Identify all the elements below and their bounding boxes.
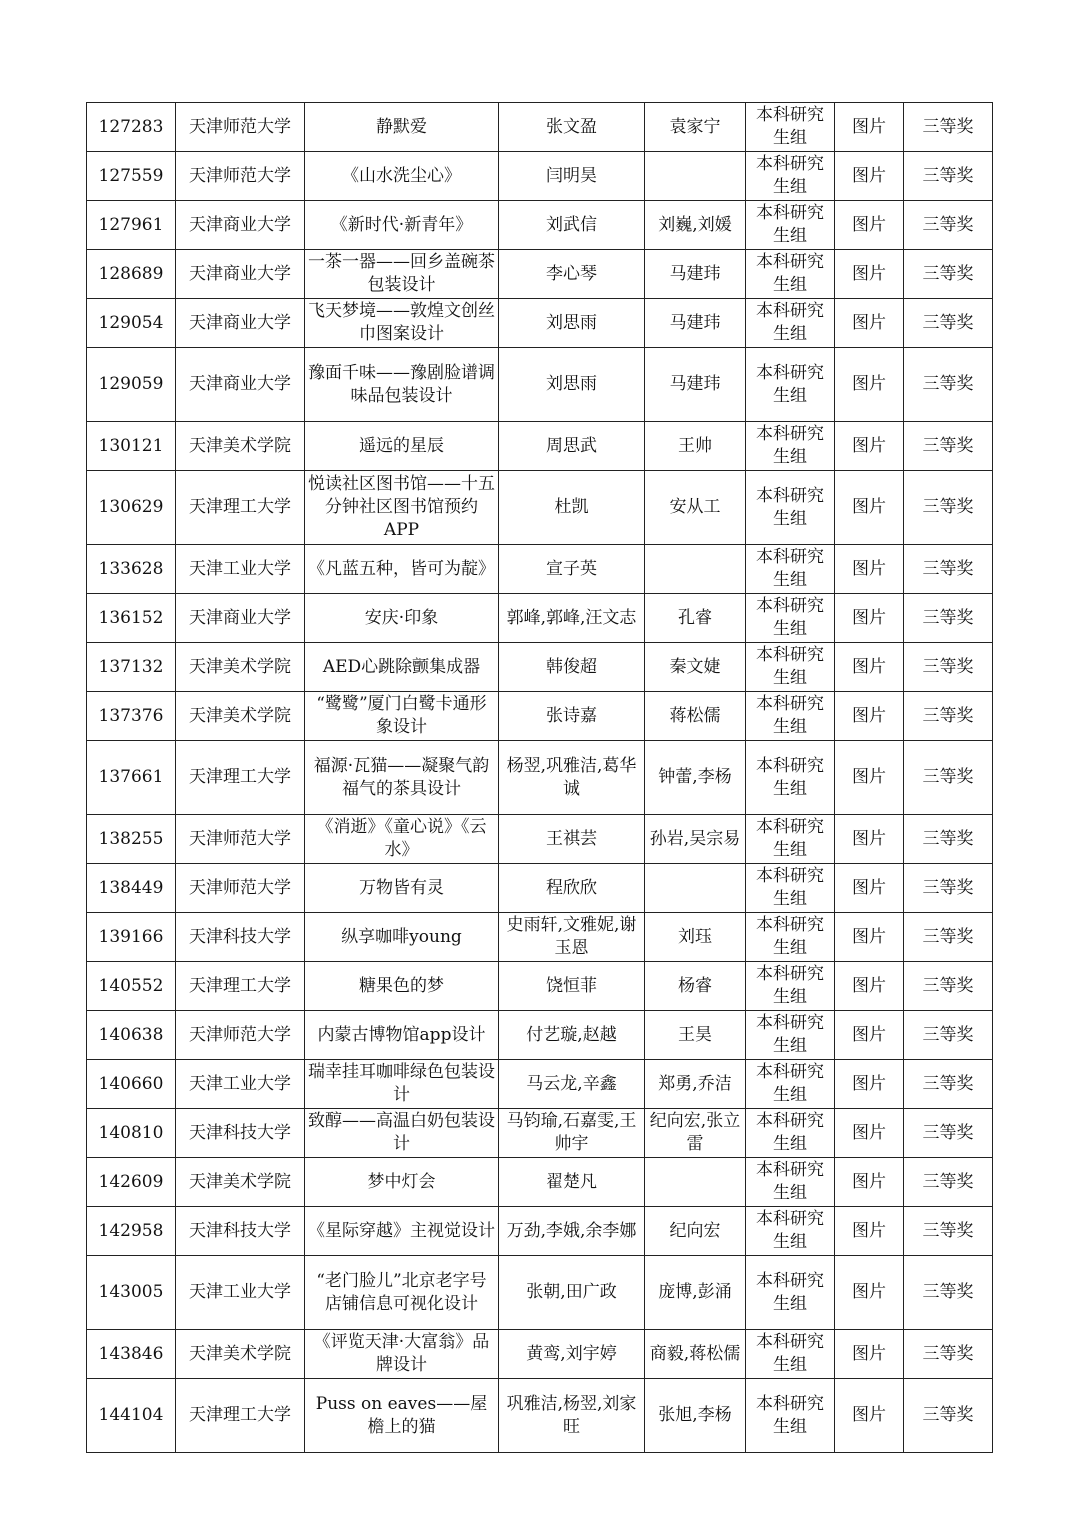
school-name: 天津美术学院 (176, 643, 305, 692)
group: 本科研究生组 (746, 1060, 835, 1109)
authors: 万劲,李娥,余李娜 (499, 1207, 645, 1256)
school-name: 天津美术学院 (176, 1330, 305, 1379)
entry-id: 142609 (87, 1158, 176, 1207)
category: 图片 (835, 815, 904, 864)
work-title: 梦中灯会 (305, 1158, 499, 1207)
table-row (87, 471, 993, 545)
authors: 李心琴 (499, 250, 645, 299)
advisor (645, 1158, 746, 1207)
entry-id: 139166 (87, 913, 176, 962)
school-name: 天津工业大学 (176, 1060, 305, 1109)
authors: 郭峰,郭峰,汪文志 (499, 594, 645, 643)
work-title: AED心跳除颤集成器 (305, 643, 499, 692)
table-row (87, 1011, 993, 1060)
table-row (87, 201, 993, 250)
school-name: 天津工业大学 (176, 1256, 305, 1330)
school-name: 天津工业大学 (176, 545, 305, 594)
advisor: 马建玮 (645, 299, 746, 348)
school-name: 天津美术学院 (176, 1158, 305, 1207)
category: 图片 (835, 643, 904, 692)
entry-id: 129059 (87, 348, 176, 422)
category: 图片 (835, 152, 904, 201)
advisor: 王昊 (645, 1011, 746, 1060)
award-level: 三等奖 (904, 643, 993, 692)
work-title: 悦读社区图书馆——十五分钟社区图书馆预约APP (305, 471, 499, 545)
category: 图片 (835, 1158, 904, 1207)
table-row (87, 422, 993, 471)
table-row (87, 1109, 993, 1158)
authors: 程欣欣 (499, 864, 645, 913)
advisor: 马建玮 (645, 250, 746, 299)
group: 本科研究生组 (746, 348, 835, 422)
school-name: 天津科技大学 (176, 1207, 305, 1256)
category: 图片 (835, 103, 904, 152)
work-title: 致醇——高温白奶包装设计 (305, 1109, 499, 1158)
category: 图片 (835, 1379, 904, 1453)
group: 本科研究生组 (746, 201, 835, 250)
category: 图片 (835, 1207, 904, 1256)
group: 本科研究生组 (746, 815, 835, 864)
award-level: 三等奖 (904, 1330, 993, 1379)
school-name: 天津理工大学 (176, 471, 305, 545)
entry-id: 136152 (87, 594, 176, 643)
category: 图片 (835, 864, 904, 913)
award-level: 三等奖 (904, 1158, 993, 1207)
authors: 刘武信 (499, 201, 645, 250)
category: 图片 (835, 201, 904, 250)
authors: 史雨轩,文雅妮,谢玉恩 (499, 913, 645, 962)
table-row (87, 545, 993, 594)
authors: 张朝,田广政 (499, 1256, 645, 1330)
category: 图片 (835, 1330, 904, 1379)
entry-id: 130629 (87, 471, 176, 545)
group: 本科研究生组 (746, 545, 835, 594)
entry-id: 142958 (87, 1207, 176, 1256)
authors: 周思武 (499, 422, 645, 471)
entry-id: 127961 (87, 201, 176, 250)
category: 图片 (835, 348, 904, 422)
table-row (87, 299, 993, 348)
award-level: 三等奖 (904, 692, 993, 741)
work-title: “鹭鹭”厦门白鹭卡通形象设计 (305, 692, 499, 741)
authors: 饶恒菲 (499, 962, 645, 1011)
group: 本科研究生组 (746, 1256, 835, 1330)
school-name: 天津师范大学 (176, 864, 305, 913)
work-title: 遥远的星辰 (305, 422, 499, 471)
work-title: 《评览天津·大富翁》品牌设计 (305, 1330, 499, 1379)
entry-id: 140660 (87, 1060, 176, 1109)
award-level: 三等奖 (904, 103, 993, 152)
advisor: 杨睿 (645, 962, 746, 1011)
table-row (87, 594, 993, 643)
entry-id: 128689 (87, 250, 176, 299)
group: 本科研究生组 (746, 1379, 835, 1453)
award-level: 三等奖 (904, 741, 993, 815)
work-title: 瑞幸挂耳咖啡绿色包装设计 (305, 1060, 499, 1109)
award-level: 三等奖 (904, 1379, 993, 1453)
group: 本科研究生组 (746, 422, 835, 471)
category: 图片 (835, 299, 904, 348)
work-title: 万物皆有灵 (305, 864, 499, 913)
category: 图片 (835, 913, 904, 962)
school-name: 天津理工大学 (176, 1379, 305, 1453)
category: 图片 (835, 1109, 904, 1158)
group: 本科研究生组 (746, 471, 835, 545)
authors: 韩俊超 (499, 643, 645, 692)
category: 图片 (835, 422, 904, 471)
advisor: 庞博,彭涌 (645, 1256, 746, 1330)
advisor: 秦文婕 (645, 643, 746, 692)
authors: 刘思雨 (499, 299, 645, 348)
advisor: 刘巍,刘媛 (645, 201, 746, 250)
category: 图片 (835, 545, 904, 594)
table-row (87, 864, 993, 913)
category: 图片 (835, 1060, 904, 1109)
award-level: 三等奖 (904, 1011, 993, 1060)
work-title: 纵享咖啡young (305, 913, 499, 962)
school-name: 天津美术学院 (176, 692, 305, 741)
school-name: 天津商业大学 (176, 594, 305, 643)
award-level: 三等奖 (904, 471, 993, 545)
group: 本科研究生组 (746, 962, 835, 1011)
advisor: 郑勇,乔洁 (645, 1060, 746, 1109)
school-name: 天津师范大学 (176, 103, 305, 152)
authors: 黄鸾,刘宇婷 (499, 1330, 645, 1379)
school-name: 天津商业大学 (176, 250, 305, 299)
group: 本科研究生组 (746, 643, 835, 692)
advisor: 钟蕾,李杨 (645, 741, 746, 815)
award-level: 三等奖 (904, 1060, 993, 1109)
table-row (87, 152, 993, 201)
advisor: 马建玮 (645, 348, 746, 422)
advisor: 纪向宏,张立雷 (645, 1109, 746, 1158)
table-row (87, 1158, 993, 1207)
award-level: 三等奖 (904, 250, 993, 299)
category: 图片 (835, 741, 904, 815)
entry-id: 138449 (87, 864, 176, 913)
school-name: 天津商业大学 (176, 299, 305, 348)
work-title: 《凡蓝五种，皆可为靛》 (305, 545, 499, 594)
advisor: 袁家宁 (645, 103, 746, 152)
authors: 巩雅洁,杨翌,刘家旺 (499, 1379, 645, 1453)
work-title: 《山水洗尘心》 (305, 152, 499, 201)
table-row (87, 1207, 993, 1256)
school-name: 天津师范大学 (176, 1011, 305, 1060)
group: 本科研究生组 (746, 913, 835, 962)
work-title: 安庆·印象 (305, 594, 499, 643)
table-row (87, 1330, 993, 1379)
award-level: 三等奖 (904, 864, 993, 913)
school-name: 天津美术学院 (176, 422, 305, 471)
advisor: 王帅 (645, 422, 746, 471)
advisor: 蒋松儒 (645, 692, 746, 741)
school-name: 天津科技大学 (176, 913, 305, 962)
award-level: 三等奖 (904, 1207, 993, 1256)
advisor: 商毅,蒋松儒 (645, 1330, 746, 1379)
entry-id: 137661 (87, 741, 176, 815)
table-row (87, 692, 993, 741)
table-row (87, 1060, 993, 1109)
entry-id: 127283 (87, 103, 176, 152)
entry-id: 137132 (87, 643, 176, 692)
entry-id: 133628 (87, 545, 176, 594)
award-level: 三等奖 (904, 815, 993, 864)
table-row (87, 643, 993, 692)
category: 图片 (835, 471, 904, 545)
entry-id: 129054 (87, 299, 176, 348)
table-row (87, 962, 993, 1011)
category: 图片 (835, 1011, 904, 1060)
award-level: 三等奖 (904, 913, 993, 962)
award-level: 三等奖 (904, 299, 993, 348)
school-name: 天津理工大学 (176, 962, 305, 1011)
group: 本科研究生组 (746, 103, 835, 152)
authors: 马云龙,辛鑫 (499, 1060, 645, 1109)
group: 本科研究生组 (746, 741, 835, 815)
group: 本科研究生组 (746, 1330, 835, 1379)
advisor: 孙岩,吴宗易 (645, 815, 746, 864)
awards-table-body (87, 103, 993, 1453)
work-title: “老门脸儿”北京老字号店铺信息可视化设计 (305, 1256, 499, 1330)
school-name: 天津师范大学 (176, 152, 305, 201)
award-level: 三等奖 (904, 962, 993, 1011)
category: 图片 (835, 250, 904, 299)
authors: 王祺芸 (499, 815, 645, 864)
authors: 杨翌,巩雅洁,葛华诚 (499, 741, 645, 815)
table-row (87, 250, 993, 299)
authors: 闫明昊 (499, 152, 645, 201)
school-name: 天津师范大学 (176, 815, 305, 864)
category: 图片 (835, 962, 904, 1011)
award-level: 三等奖 (904, 1109, 993, 1158)
category: 图片 (835, 1256, 904, 1330)
award-level: 三等奖 (904, 545, 993, 594)
table-row (87, 913, 993, 962)
group: 本科研究生组 (746, 299, 835, 348)
advisor (645, 152, 746, 201)
group: 本科研究生组 (746, 1207, 835, 1256)
entry-id: 140552 (87, 962, 176, 1011)
authors: 翟楚凡 (499, 1158, 645, 1207)
group: 本科研究生组 (746, 692, 835, 741)
advisor: 纪向宏 (645, 1207, 746, 1256)
work-title: 飞天梦境——敦煌文创丝巾图案设计 (305, 299, 499, 348)
entry-id: 130121 (87, 422, 176, 471)
award-level: 三等奖 (904, 422, 993, 471)
group: 本科研究生组 (746, 1011, 835, 1060)
advisor (645, 545, 746, 594)
advisor (645, 864, 746, 913)
authors: 杜凯 (499, 471, 645, 545)
entry-id: 140638 (87, 1011, 176, 1060)
group: 本科研究生组 (746, 250, 835, 299)
school-name: 天津商业大学 (176, 348, 305, 422)
advisor: 刘珏 (645, 913, 746, 962)
entry-id: 138255 (87, 815, 176, 864)
table-row (87, 815, 993, 864)
work-title: 《新时代·新青年》 (305, 201, 499, 250)
group: 本科研究生组 (746, 864, 835, 913)
work-title: 《星际穿越》主视觉设计 (305, 1207, 499, 1256)
work-title: 豫面千味——豫剧脸谱调味品包装设计 (305, 348, 499, 422)
entry-id: 143005 (87, 1256, 176, 1330)
work-title: 静默爱 (305, 103, 499, 152)
authors: 宣子英 (499, 545, 645, 594)
work-title: 《消逝》《童心说》《云水》 (305, 815, 499, 864)
entry-id: 140810 (87, 1109, 176, 1158)
advisor: 孔睿 (645, 594, 746, 643)
category: 图片 (835, 692, 904, 741)
category: 图片 (835, 594, 904, 643)
group: 本科研究生组 (746, 1158, 835, 1207)
authors: 张诗嘉 (499, 692, 645, 741)
award-level: 三等奖 (904, 1256, 993, 1330)
entry-id: 137376 (87, 692, 176, 741)
school-name: 天津商业大学 (176, 201, 305, 250)
table-row (87, 348, 993, 422)
table-row (87, 741, 993, 815)
table-row (87, 103, 993, 152)
group: 本科研究生组 (746, 594, 835, 643)
award-level: 三等奖 (904, 594, 993, 643)
work-title: 糖果色的梦 (305, 962, 499, 1011)
school-name: 天津科技大学 (176, 1109, 305, 1158)
award-level: 三等奖 (904, 152, 993, 201)
awards-table (86, 102, 993, 1453)
entry-id: 143846 (87, 1330, 176, 1379)
authors: 张文盈 (499, 103, 645, 152)
table-row (87, 1379, 993, 1453)
table-row (87, 1256, 993, 1330)
entry-id: 144104 (87, 1379, 176, 1453)
entry-id: 127559 (87, 152, 176, 201)
advisor: 张旭,李杨 (645, 1379, 746, 1453)
award-level: 三等奖 (904, 348, 993, 422)
school-name: 天津理工大学 (176, 741, 305, 815)
work-title: Puss on eaves——屋檐上的猫 (305, 1379, 499, 1453)
group: 本科研究生组 (746, 1109, 835, 1158)
authors: 刘思雨 (499, 348, 645, 422)
advisor: 安从工 (645, 471, 746, 545)
award-level: 三等奖 (904, 201, 993, 250)
group: 本科研究生组 (746, 152, 835, 201)
work-title: 一茶一器——回乡盖碗茶包装设计 (305, 250, 499, 299)
work-title: 福源·瓦猫——凝聚气韵福气的茶具设计 (305, 741, 499, 815)
work-title: 内蒙古博物馆app设计 (305, 1011, 499, 1060)
authors: 付艺璇,赵越 (499, 1011, 645, 1060)
authors: 马钧瑜,石嘉雯,王帅宇 (499, 1109, 645, 1158)
